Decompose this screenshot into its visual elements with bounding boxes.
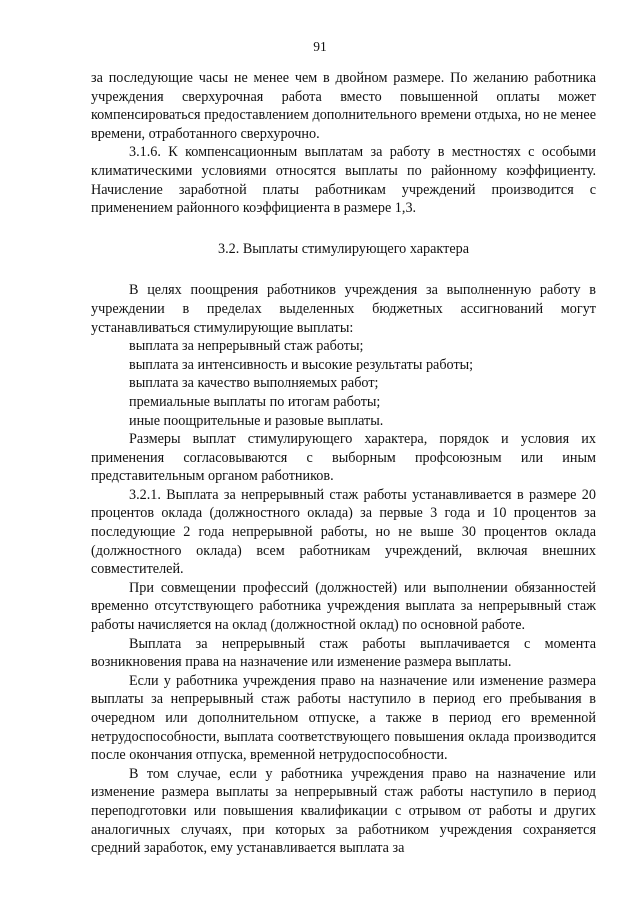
list-item: иные поощрительные и разовые выплаты. bbox=[129, 412, 384, 429]
page-number: 91 bbox=[313, 39, 327, 54]
list-item: премиальные выплаты по итогам работы; bbox=[129, 393, 381, 410]
document-body bbox=[91, 69, 596, 858]
list-item: выплата за интенсивность и высокие результаты работы; bbox=[129, 356, 474, 373]
section-heading: 3.2. Выплаты стимулирующего характера bbox=[217, 240, 470, 257]
paragraph-3-1-6: 3.1.6. К компенсационным выплатам за работу в местностях с особыми климатическими условиями относятся выплаты по районному коэффициенту. Начисление заработной платы работникам учреждений производится с применением районного коэффициента в размере 1,3. bbox=[91, 144, 596, 217]
list-item: выплата за непрерывный стаж работы; bbox=[129, 338, 364, 355]
paragraph-payment-moment: Выплата за непрерывный стаж работы выплачивается с момента возникновения права на назначение или изменение размера выплаты. bbox=[91, 635, 596, 671]
paragraph-retraining-case: В том случае, если у работника учреждения право на назначение или изменение размера выплаты за непрерывный стаж работы наступило в период переподготовки или повышения квалификации с отрывом от работы и других аналогичных случаях, при которых за работником учреждения сохраняется средний заработок, ему устанавливается выплата за bbox=[91, 765, 596, 857]
paragraph-overtime-continuation: за последующие часы не менее чем в двойном размере. По желанию работника учреждения сверхурочная работа вместо повышенной оплаты может компенсироваться предоставлением дополнительного времени отдыха, но не менее времени, отработанного сверхурочно. bbox=[91, 70, 596, 142]
list-item: выплата за качество выполняемых работ; bbox=[129, 375, 379, 392]
paragraph-combining-professions: При совмещении профессий (должностей) или выполнении обязанностей временно отсутствующего работника учреждения выплата за непрерывный стаж работы начисляется на оклад (должностной оклад) по основной работе. bbox=[91, 579, 596, 634]
paragraph-payment-sizes: Размеры выплат стимулирующего характера, порядок и условия их применения согласовываются с выборным профсоюзным или иным представительным органом работников. bbox=[91, 431, 596, 485]
paragraph-incentive-intro: В целях поощрения работников учреждения за выполненную работу в учреждении в пределах выделенных бюджетных ассигнований могут устанавливаться стимулирующие выплаты: bbox=[91, 282, 596, 336]
paragraph-3-2-1: 3.2.1. Выплата за непрерывный стаж работы устанавливается в размере 20 процентов оклада (должностного оклада) за первые 3 года и 10 процентов за последующие 2 года непрерывной работы, но не выше 30 процентов оклада (должностного оклада) всем работникам учреждений, включая внешних совместителей. bbox=[91, 486, 596, 578]
paragraph-vacation-case: Если у работника учреждения право на назначение или изменение размера выплаты за непрерывный стаж работы наступило в период его пребывания в очередном или дополнительном отпуске, а также в период его временной нетрудоспособности, выплата соответствующего повышения оклада производится после окончания отпуска, временной нетрудоспособности. bbox=[91, 672, 596, 764]
